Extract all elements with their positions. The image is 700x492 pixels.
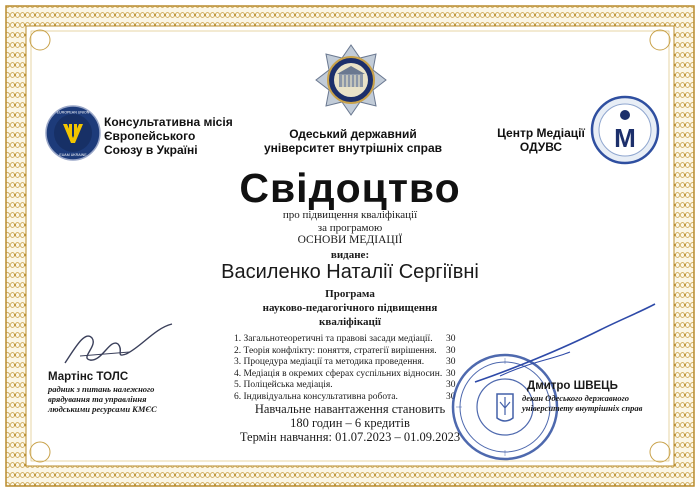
module-hours: 30 (446, 391, 456, 402)
eu-mission-name (104, 115, 244, 157)
mediation-center-name (486, 126, 596, 154)
module-hours: 30 (446, 345, 456, 356)
certificate-title: Свідоцтво (239, 165, 461, 211)
left-signature (60, 318, 180, 373)
right-signer-role (522, 393, 662, 413)
modules-list (234, 334, 464, 403)
mediation-center-line: ОДУВС (519, 140, 563, 154)
eu-mission-line: Консультативна місія (104, 115, 233, 129)
mediation-center-logo (590, 95, 660, 165)
program-name: ОСНОВИ МЕДІАЦІЇ (297, 234, 403, 246)
program-type-line: кваліфікації (319, 316, 381, 328)
university-emblem (315, 44, 387, 116)
right-signer-role-line: декан Одеського державного (522, 393, 630, 403)
eu-mission-line: Союзу в Україні (104, 143, 198, 157)
module-hours: 30 (446, 380, 456, 390)
module-title: 6. Індивідуальна консультативна робота. (234, 391, 398, 402)
left-signer-role-line: людськими ресурсами КМЄС (48, 404, 157, 414)
left-signer-role-line: врядування та управління (48, 394, 147, 404)
logo-letter: M (614, 123, 636, 153)
right-signer-role-line: університету внутрішніх справ (522, 403, 643, 413)
hours-credits: 180 годин – 6 кредитів (290, 416, 410, 430)
eu-mission-logo (44, 104, 102, 162)
logo-bottom-text: EUAM UKRAINE (59, 153, 87, 157)
mediation-center-line: Центр Медіації (497, 126, 585, 140)
university-line: університет внутрішніх справ (263, 141, 442, 155)
right-signer-name: Дмитро ШВЕЦЬ (527, 380, 618, 392)
module-title: 3. Процедура медіації та методика проведення. (234, 357, 425, 367)
issued-to-label: видане: (330, 249, 370, 261)
subtitle-program: за програмою (317, 222, 383, 234)
module-title: 2. Теорія конфлікту: поняття, стратегії вирішення. (234, 345, 437, 356)
module-hours: 30 (446, 334, 456, 344)
module-title: 4. Медіація в окремих сферах суспільних відносин. (234, 368, 443, 379)
module-hours: 30 (446, 357, 456, 367)
load-statement: Навчальне навантаження становить (254, 402, 446, 416)
eu-mission-line: Європейського (104, 129, 196, 143)
left-signer-role (48, 384, 198, 414)
recipient-name: Василенко Наталії Сергіївні (221, 261, 479, 283)
program-type-line: Програма (325, 288, 375, 300)
module-title: 5. Поліцейська медіація. (234, 380, 333, 390)
module-item (234, 357, 464, 369)
module-item (234, 334, 464, 346)
university-line: Одеський державний (289, 127, 417, 141)
program-type-line: науково-педагогічного підвищення (262, 302, 438, 314)
subtitle-qualification: про підвищення кваліфікації (282, 209, 418, 221)
right-signature (470, 300, 660, 390)
logo-top-text: EUROPEAN UNION (56, 110, 90, 115)
university-name (258, 127, 448, 155)
module-title: 1. Загальнотеоретичні та правові засади медіації. (234, 334, 433, 344)
left-signer-role-line: радник з питань належного (48, 384, 155, 394)
module-item (234, 369, 464, 381)
study-period: Термін навчання: 01.07.2023 – 01.09.2023 (239, 430, 461, 444)
module-item (234, 346, 464, 358)
module-hours: 30 (446, 368, 456, 379)
left-signer-name: Мартінс ТОЛС (48, 371, 129, 383)
module-item (234, 380, 464, 392)
